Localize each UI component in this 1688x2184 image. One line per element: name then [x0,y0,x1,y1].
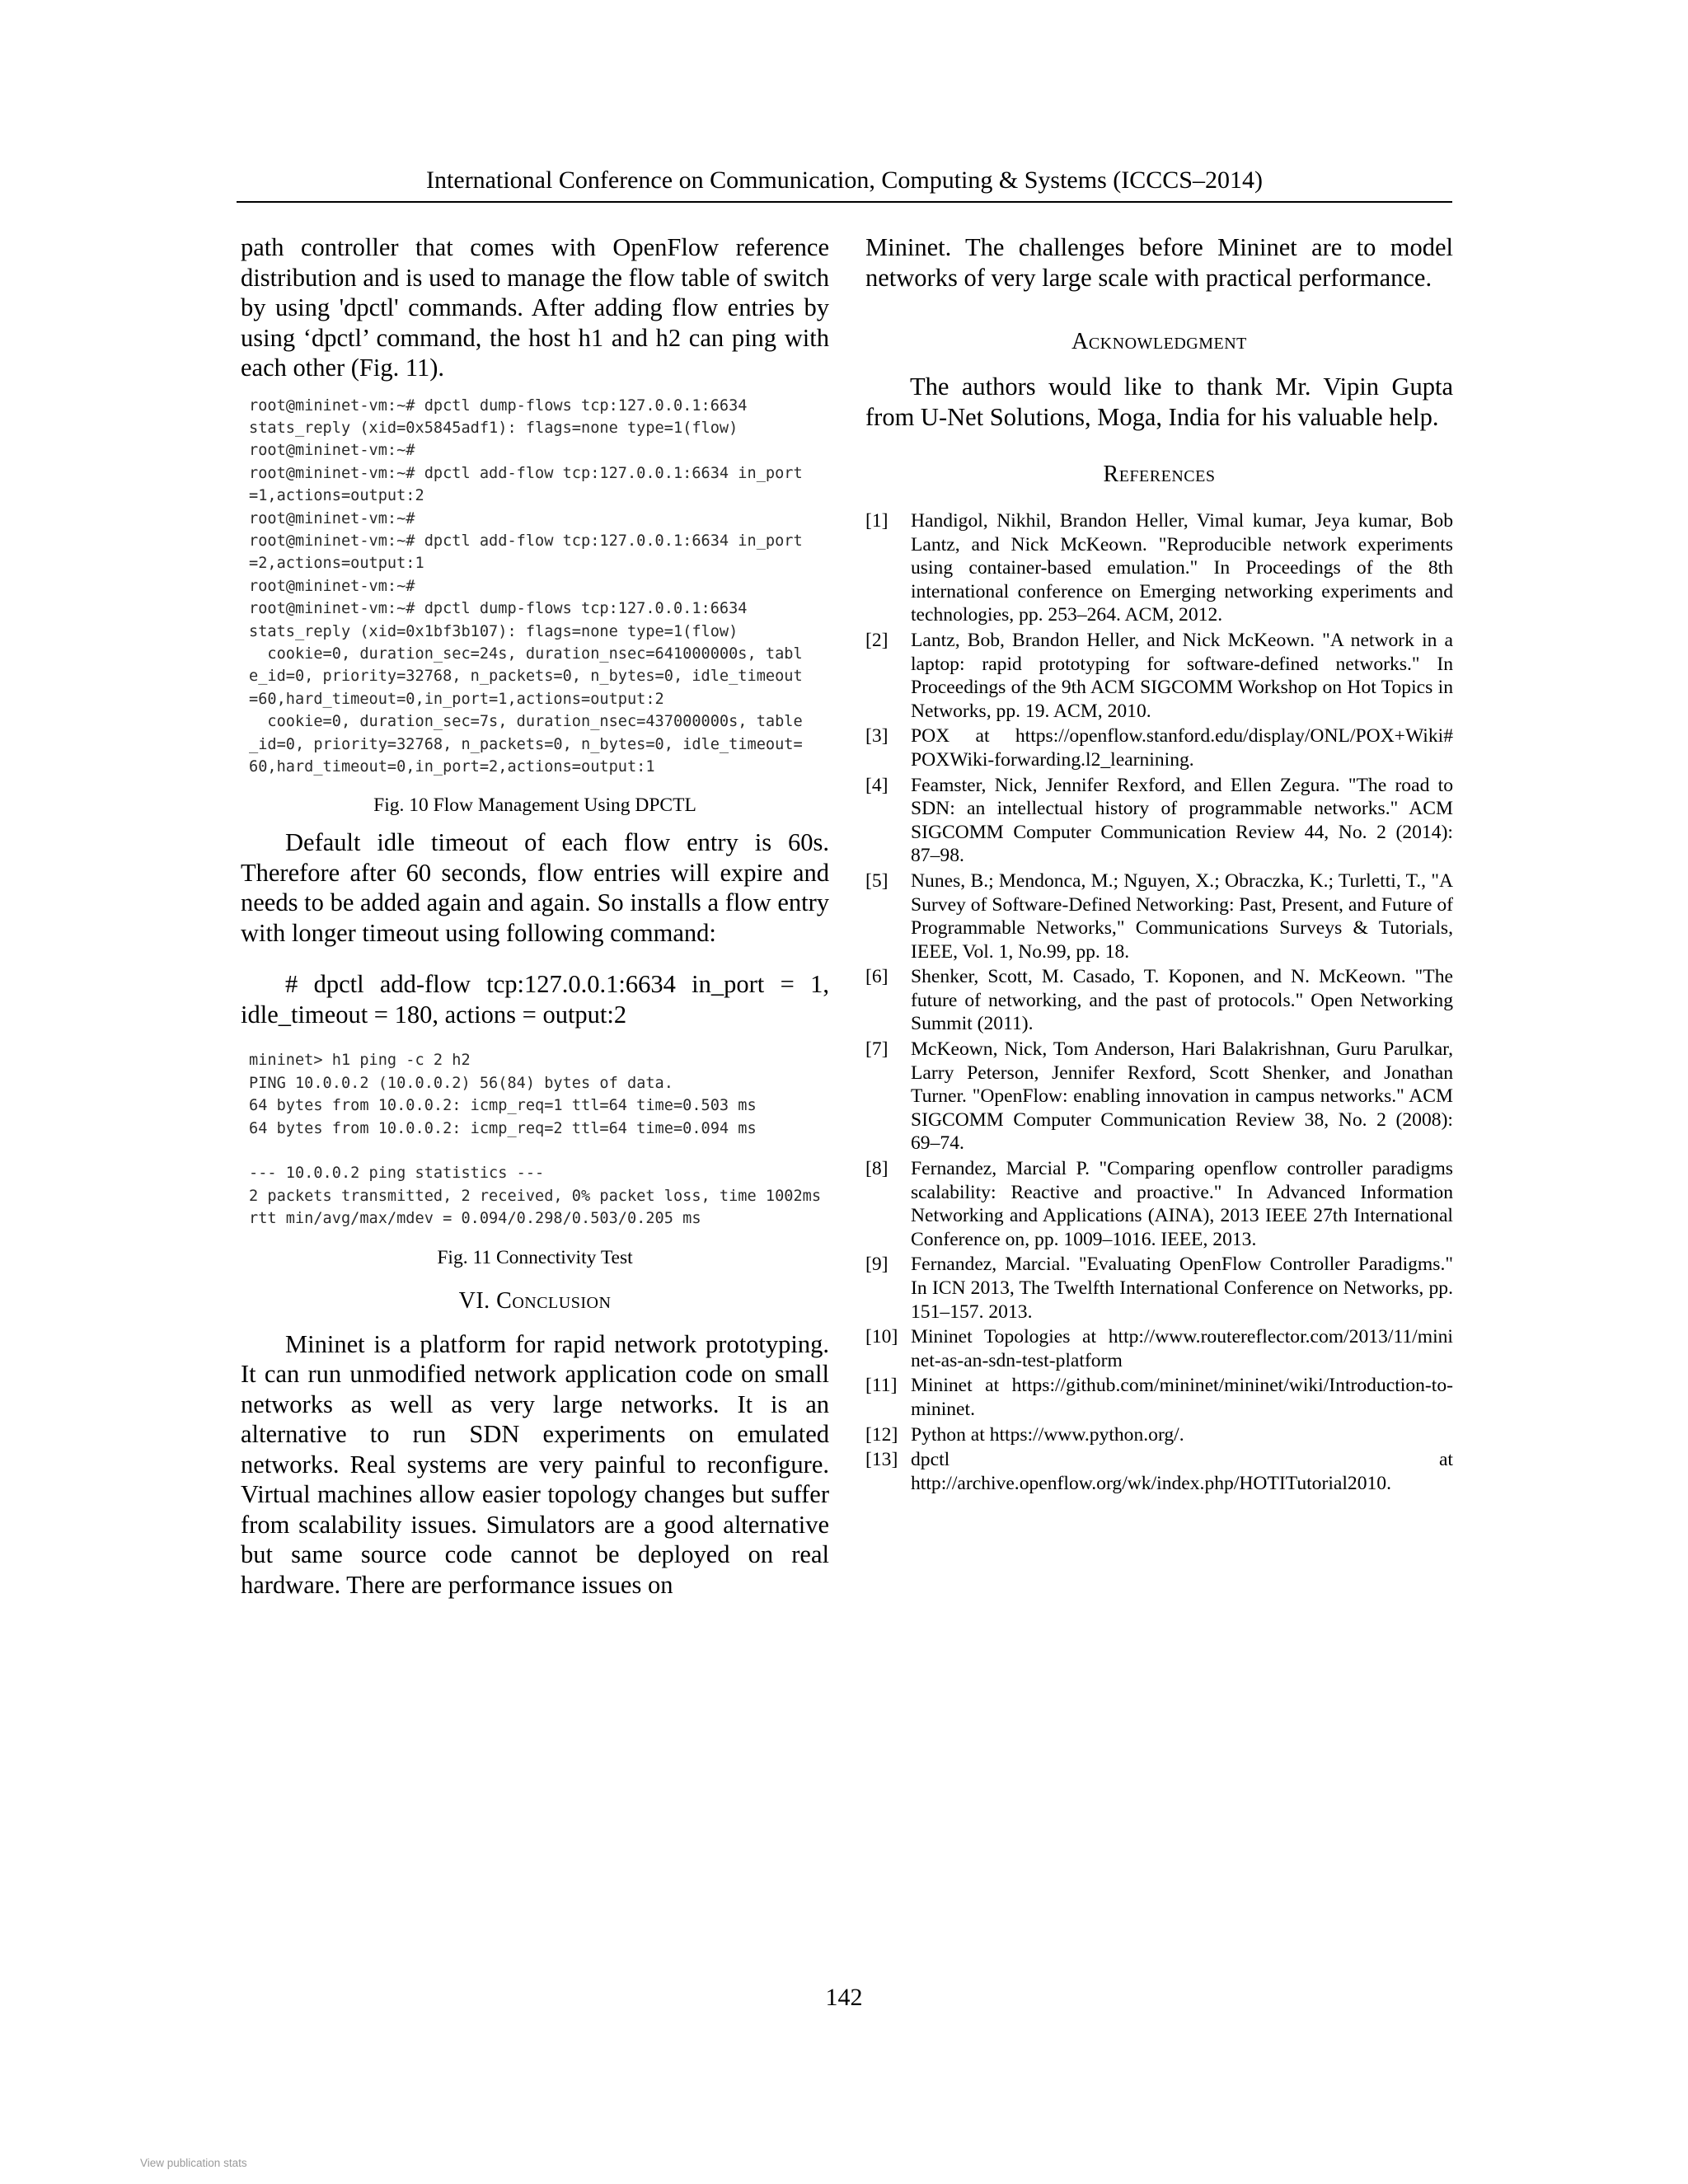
reference-number: [6] [865,966,889,988]
reference-list [865,509,1453,1495]
figure-10-terminal-output: root@mininet-vm:~# dpctl dump-flows tcp:127.0.0.1:6634 stats_reply (xid=0x5845adf1): flags=none type=1(flow) root@mininet-vm:~# root@mininet-vm:~# dpctl add-flow tcp:127.0.0.1:6634 in_port =1,actions=output:2 root@mininet-vm:~# root@mininet-vm:~# dpctl add-flow tcp:127.0.0.1:6634 in_port =2,actions=output:1 root@mininet-vm:~# root@mininet-vm:~# dpctl dump-flows tcp:127.0.0.1:6634 stats_reply (xid=0x1bf3b107): flags=none type=1(flow) cookie=0, duration_sec=24s, duration_nsec=641000000s, tabl e_id=0, priority=32768, n_packets=0, n_bytes=0, idle_timeout =60,hard_timeout=0,in_port=1,actions=output:2 cookie=0, duration_sec=7s, duration_nsec=437000000s, table _id=0, priority=32768, n_packets=0, n_bytes=0, idle_timeout= 60,hard_timeout=0,in_port=2,actions=output:1 [249,396,803,776]
reference-item [865,1448,1453,1495]
reference-text: Fernandez, Marcial P. "Comparing openflow controller paradigms scalability: Reactive and proactive." In Advanced Information Networking and Applications (AINA), 2013 IEEE 27th International Conference on, pp. 1009–1016. IEEE, 2013. [911,1158,1453,1250]
reference-number: [3] [865,725,889,748]
reference-number: [9] [865,1254,889,1276]
reference-text: Mininet at https://github.com/mininet/mininet/wiki/Introduction-to-mininet. [911,1375,1453,1420]
references-heading: References [1103,462,1216,487]
reference-item [865,509,1453,627]
reference-item [865,1038,1453,1155]
reference-number: [10] [865,1326,898,1348]
reference-text: Shenker, Scott, M. Casado, T. Koponen, and N. McKeown. "The future of networking, and the past of protocols." Open Networking Summit (2011). [911,966,1453,1035]
reference-item [865,1253,1453,1324]
left-column [241,232,829,1600]
conclusion-paragraph: Mininet is a platform for rapid network prototyping. It can run unmodified network application code on small networks as well as very large networks. It is an alternative to run SDN experiments on emulated networks. Real systems are very painful to reconfigure. Virtual machines allow easier topology changes but suffer from scalability issues. Simulators are a good alternative but same source code cannot be deployed on real hardware. There are performance issues on [241,1329,829,1599]
reference-item [865,1157,1453,1251]
reference-item [865,1423,1453,1447]
intro-paragraph: path controller that comes with OpenFlow reference distribution and is used to manage the flow table of switch by using 'dpctl' commands. After adding flow entries by using ‘dpctl’ command, the host h1 and h2 can ping with each other (Fig. 11). [241,233,829,382]
continuation-paragraph: Mininet. The challenges before Mininet are to model networks of very large scale with practical performance. [865,233,1453,292]
reference-text: McKeown, Nick, Tom Anderson, Hari Balakrishnan, Guru Parulkar, Larry Peterson, Jennifer Rexford, Scott Shenker, and Jonathan Turner. "OpenFlow: enabling innovation in campus networks." ACM SIGCOMM Computer Communication Review 38, No. 2 (2008): 69–74. [911,1038,1453,1155]
acknowledgment-paragraph: The authors would like to thank Mr. Vipin Gupta from U-Net Solutions, Moga, India for his valuable help. [865,373,1453,431]
reference-item [865,629,1453,723]
reference-number: [13] [865,1449,898,1471]
reference-item [865,869,1453,963]
view-publication-stats-link[interactable]: View publication stats [140,2157,247,2169]
reference-text: Python at https://www.python.org/. [911,1423,1184,1446]
figure-11-caption: Fig. 11 Connectivity Test [437,1246,633,1268]
reference-item [865,965,1453,1036]
timeout-paragraph: Default idle timeout of each flow entry is 60s. Therefore after 60 seconds, flow entries will expire and needs to be added again and again. So installs a flow entry with longer timeout using following command: [241,828,829,947]
reference-text: Handigol, Nikhil, Brandon Heller, Vimal kumar, Jeya kumar, Bob Lantz, and Nick McKeown. "Reproducible network experiments using container-based emulation." In Proceedings of the 8th international conference on Emerging networking experiments and technologies, pp. 253–264. ACM, 2012. [911,510,1453,626]
reference-number: [12] [865,1423,898,1446]
figure-10-caption: Fig. 10 Flow Management Using DPCTL [373,794,696,817]
acknowledgment-heading: Acknowledgment [1071,329,1247,354]
reference-text: Fernandez, Marcial. "Evaluating OpenFlow Controller Paradigms." In ICN 2013, The Twelfth International Conference on Networks, pp. 151–157. 2013. [911,1254,1453,1323]
reference-text: Nunes, B.; Mendonca, M.; Nguyen, X.; Obraczka, K.; Turletti, T., "A Survey of Software-Defined Networking: Past, Present, and Future of Programmable Networks," Communications Surveys & Tutorials, IEEE, Vol. 1, No.99, pp. 18. [911,869,1453,963]
reference-text: dpctl at http://archive.openflow.org/wk/index.php/HOTITutorial2010. [911,1449,1453,1494]
dpctl-command: # dpctl add-flow tcp:127.0.0.1:6634 in_port = 1, idle_timeout = 180, actions = output:2 [241,970,829,1029]
reference-item [865,1374,1453,1421]
reference-number: [7] [865,1038,889,1061]
reference-number: [8] [865,1158,889,1180]
header-rule [237,201,1452,203]
reference-number: [11] [865,1375,898,1397]
reference-text: Lantz, Bob, Brandon Heller, and Nick McKeown. "A network in a laptop: rapid prototyping for software-defined networks." In Proceedings of the 9th ACM SIGCOMM Workshop on Hot Topics in Networks, pp. 19. ACM, 2010. [911,629,1453,722]
reference-text: Feamster, Nick, Jennifer Rexford, and Ellen Zegura. "The road to SDN: an intellectual history of programmable networks." ACM SIGCOMM Computer Communication Review 44, No. 2 (2014): 87–98. [911,774,1453,867]
reference-text: POX at https://openflow.stanford.edu/display/ONL/POX+Wiki# POXWiki-forwarding.l2_learnining. [911,725,1453,771]
conclusion-heading: VI. Conclusion [458,1287,612,1314]
reference-number: [5] [865,869,889,892]
right-column [865,232,1453,1497]
reference-number: [4] [865,774,889,796]
running-head: International Conference on Communication, Computing & Systems (ICCCS–2014) [426,166,1263,194]
reference-number: [2] [865,629,889,651]
reference-item [865,1325,1453,1372]
page-number: 142 [825,1984,863,2011]
reference-item [865,724,1453,771]
reference-item [865,774,1453,868]
reference-text: Mininet Topologies at http://www.routereflector.com/2013/11/mini net-as-an-sdn-test-platform [911,1326,1453,1371]
reference-number: [1] [865,510,889,532]
figure-11-terminal-output: mininet> h1 ping -c 2 h2 PING 10.0.0.2 (10.0.0.2) 56(84) bytes of data. 64 bytes from 10.0.0.2: icmp_req=1 ttl=64 time=0.503 ms 64 bytes from 10.0.0.2: icmp_req=2 ttl=64 time=0.094 ms --- 10.0.0.2 ping statistics --- 2 packets transmitted, 2 received, 0% packet loss, time 1002ms rtt min/avg/max/mdev = 0.094/0.298/0.503/0.205 ms [249,1052,822,1228]
